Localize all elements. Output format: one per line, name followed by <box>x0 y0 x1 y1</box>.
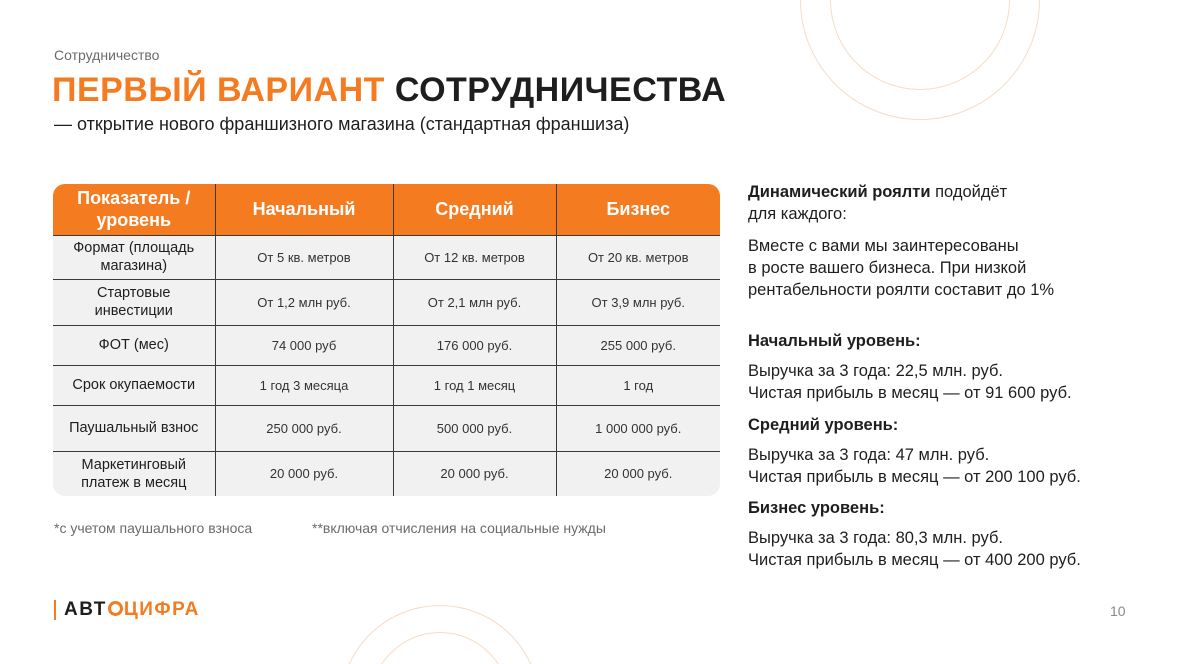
table-cell: От 2,1 млн руб. <box>393 279 556 325</box>
royalty-text <box>748 235 1158 301</box>
level-heading: Начальный уровень: <box>748 332 921 350</box>
level-profit: Чистая прибыль в месяц — от 91 600 руб. <box>748 384 1072 402</box>
royalty-subtitle: для каждого: <box>748 205 847 223</box>
decorative-ring <box>830 0 1010 90</box>
table-cell: 1 год 1 месяц <box>393 365 556 405</box>
table-row <box>53 365 720 405</box>
table-row <box>53 235 720 279</box>
royalty-text-line: в росте вашего бизнеса. При низкой <box>748 259 1027 277</box>
table-cell: 255 000 руб. <box>556 325 720 365</box>
logo-text-part1: АВТ <box>64 599 107 620</box>
table-cell: 20 000 руб. <box>393 451 556 496</box>
table-cell: От 20 кв. метров <box>556 235 720 279</box>
level-heading: Средний уровень: <box>748 416 899 434</box>
table-cell: От 3,9 млн руб. <box>556 279 720 325</box>
table-cell: 176 000 руб. <box>393 325 556 365</box>
decorative-ring <box>370 632 510 664</box>
table-cell: 250 000 руб. <box>215 405 393 451</box>
table-row-label: Паушальный взнос <box>53 405 215 451</box>
page-subtitle: — открытие нового франшизного магазина (стандартная франшиза) <box>54 114 630 134</box>
footnote: **включая отчисления на социальные нужды <box>312 520 606 536</box>
table-cell: 74 000 руб <box>215 325 393 365</box>
table-cell: 1 год <box>556 365 720 405</box>
table-cell: 20 000 руб. <box>556 451 720 496</box>
royalty-block <box>748 181 1158 225</box>
level-profit: Чистая прибыль в месяц — от 400 200 руб. <box>748 551 1081 569</box>
table-cell: 1 год 3 месяца <box>215 365 393 405</box>
royalty-text-line: рентабельности роялти составит до 1% <box>748 281 1055 299</box>
page-number: 10 <box>1110 603 1126 619</box>
level-block <box>748 330 1158 404</box>
table-cell: От 1,2 млн руб. <box>215 279 393 325</box>
table-cell: 20 000 руб. <box>215 451 393 496</box>
comparison-table <box>53 184 720 496</box>
royalty-title: Динамический роялти <box>748 183 931 201</box>
table-row-label: ФОТ (мес) <box>53 325 215 365</box>
table-row <box>53 279 720 325</box>
level-block <box>748 497 1158 571</box>
logo-o-icon <box>108 601 123 616</box>
table-cell: От 5 кв. метров <box>215 235 393 279</box>
table-header-cell: Начальный <box>215 184 393 235</box>
royalty-title-rest: подойдёт <box>935 183 1008 201</box>
level-profit: Чистая прибыль в месяц — от 200 100 руб. <box>748 468 1081 486</box>
level-revenue: Выручка за 3 года: 22,5 млн. руб. <box>748 362 1003 380</box>
table-header-row <box>53 184 720 235</box>
decorative-ring <box>340 605 540 664</box>
table-row-label: Формат (площадь магазина) <box>53 235 215 279</box>
level-revenue: Выручка за 3 года: 47 млн. руб. <box>748 446 990 464</box>
level-heading: Бизнес уровень: <box>748 499 885 517</box>
royalty-title-line <box>748 181 1158 203</box>
level-block <box>748 414 1158 488</box>
logo-bar <box>54 600 56 620</box>
logo-text <box>64 599 200 621</box>
table-row <box>53 451 720 496</box>
brand-logo <box>54 598 200 622</box>
decorative-ring <box>800 0 1040 120</box>
table-cell: 500 000 руб. <box>393 405 556 451</box>
table-header-cell: Показатель / уровень <box>53 184 215 235</box>
page-title-rest: СОТРУДНИЧЕСТВА <box>394 71 727 109</box>
breadcrumb: Сотрудничество <box>54 47 160 63</box>
royalty-text-line: Вместе с вами мы заинтересованы <box>748 237 1019 255</box>
table-header-cell: Средний <box>393 184 556 235</box>
logo-text-part2: ЦИФРА <box>123 599 200 620</box>
table-row <box>53 325 720 365</box>
table-cell: От 12 кв. метров <box>393 235 556 279</box>
footnote: *с учетом паушального взноса <box>54 520 253 536</box>
table-row-label: Стартовые инвестиции <box>53 279 215 325</box>
level-revenue: Выручка за 3 года: 80,3 млн. руб. <box>748 529 1003 547</box>
page-title <box>52 70 726 110</box>
table-row <box>53 405 720 451</box>
page-title-accent: ПЕРВЫЙ ВАРИАНТ <box>52 71 385 109</box>
table-header-cell: Бизнес <box>556 184 720 235</box>
table-row-label: Срок окупаемости <box>53 365 215 405</box>
table-cell: 1 000 000 руб. <box>556 405 720 451</box>
table-row-label: Маркетинговый платеж в месяц <box>53 451 215 496</box>
